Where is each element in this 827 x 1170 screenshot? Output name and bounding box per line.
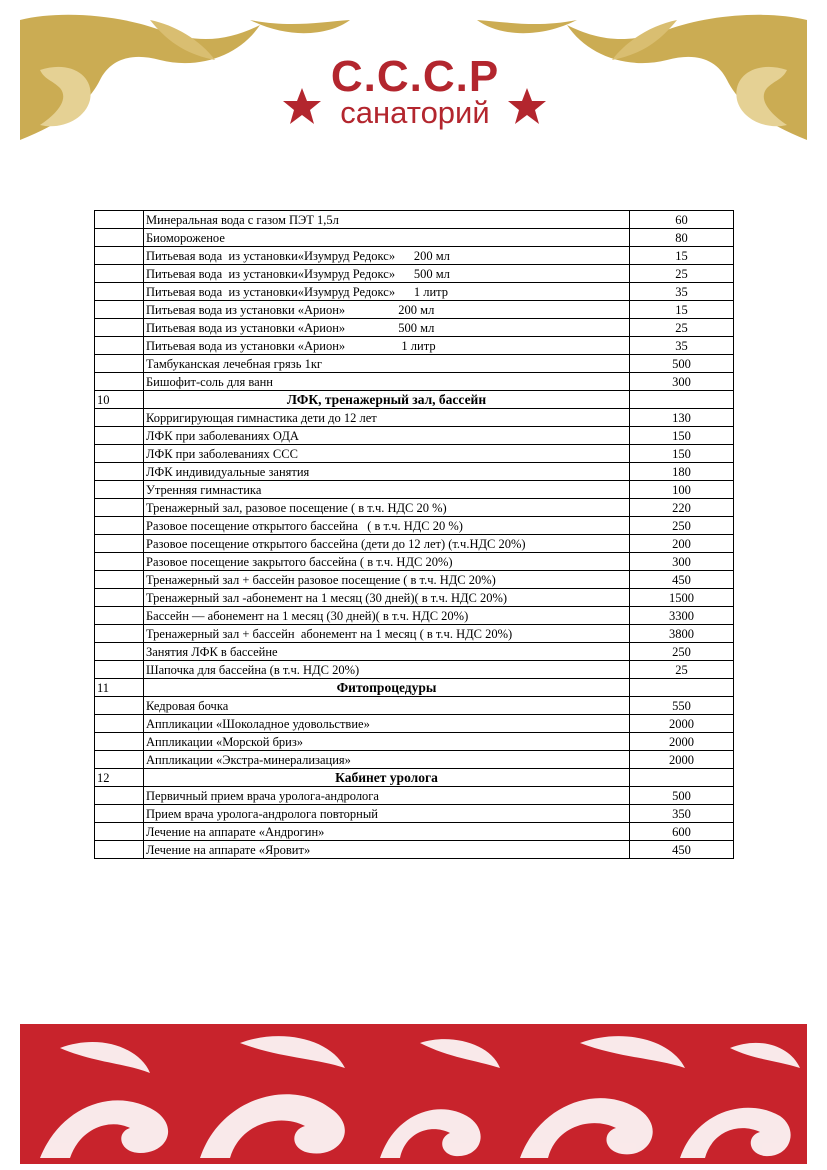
table-row	[95, 517, 734, 535]
row-number	[95, 553, 144, 571]
service-price: 300	[630, 553, 734, 571]
table-row	[95, 481, 734, 499]
row-number	[95, 499, 144, 517]
service-name: Лечение на аппарате «Яровит»	[144, 841, 630, 859]
service-name: Бассейн — абонемент на 1 месяц (30 дней)( в т.ч. НДС 20%)	[144, 607, 630, 625]
service-name: Кедровая бочка	[144, 697, 630, 715]
table-row	[95, 787, 734, 805]
service-name: Корригирующая гимнастика дети до 12 лет	[144, 409, 630, 427]
table-row	[95, 445, 734, 463]
service-price: 250	[630, 643, 734, 661]
service-name: ЛФК индивидуальные занятия	[144, 463, 630, 481]
service-price: 350	[630, 805, 734, 823]
service-price: 3300	[630, 607, 734, 625]
service-price: 80	[630, 229, 734, 247]
table-row	[95, 229, 734, 247]
service-price: 15	[630, 301, 734, 319]
service-price: 500	[630, 355, 734, 373]
service-name: Аппликации «Морской бриз»	[144, 733, 630, 751]
price-table	[94, 210, 734, 859]
service-price: 250	[630, 517, 734, 535]
row-number	[95, 643, 144, 661]
row-number	[95, 715, 144, 733]
service-price: 180	[630, 463, 734, 481]
table-row	[95, 715, 734, 733]
row-number	[95, 607, 144, 625]
table-row	[95, 247, 734, 265]
section-title: Фитопроцедуры	[144, 679, 630, 697]
service-price: 1500	[630, 589, 734, 607]
service-name: Аппликации «Шоколадное удовольствие»	[144, 715, 630, 733]
table-row	[95, 661, 734, 679]
row-number	[95, 823, 144, 841]
table-row	[95, 841, 734, 859]
service-price: 220	[630, 499, 734, 517]
row-number	[95, 517, 144, 535]
row-number	[95, 481, 144, 499]
row-number	[95, 409, 144, 427]
row-number	[95, 697, 144, 715]
table-row	[95, 337, 734, 355]
service-price: 2000	[630, 733, 734, 751]
table-row	[95, 265, 734, 283]
row-number	[95, 301, 144, 319]
table-row	[95, 805, 734, 823]
section-row	[95, 769, 734, 787]
service-price	[630, 769, 734, 787]
table-row	[95, 301, 734, 319]
service-price: 2000	[630, 715, 734, 733]
table-row	[95, 427, 734, 445]
row-number	[95, 751, 144, 769]
table-row	[95, 355, 734, 373]
table-row	[95, 211, 734, 229]
service-price: 60	[630, 211, 734, 229]
service-price: 500	[630, 787, 734, 805]
service-name: ЛФК при заболеваниях ССС	[144, 445, 630, 463]
table-row	[95, 373, 734, 391]
row-number	[95, 535, 144, 553]
service-name: Утренняя гимнастика	[144, 481, 630, 499]
row-number	[95, 229, 144, 247]
service-name: Питьевая вода из установки «Арион» 1 литр	[144, 337, 630, 355]
service-price: 25	[630, 319, 734, 337]
service-name: Питьевая вода из установки «Арион» 200 мл	[144, 301, 630, 319]
table-row	[95, 823, 734, 841]
service-price: 550	[630, 697, 734, 715]
service-name: Лечение на аппарате «Андрогин»	[144, 823, 630, 841]
service-name: ЛФК при заболеваниях ОДА	[144, 427, 630, 445]
service-name: Минеральная вода с газом ПЭТ 1,5л	[144, 211, 630, 229]
row-number	[95, 787, 144, 805]
brand-subtitle: санаторий	[340, 95, 490, 130]
service-name: Питьевая вода из установки«Изумруд Редокс» 500 мл	[144, 265, 630, 283]
service-name: Тамбуканская лечебная грязь 1кг	[144, 355, 630, 373]
table-row	[95, 553, 734, 571]
service-price: 450	[630, 571, 734, 589]
row-number	[95, 589, 144, 607]
table-row	[95, 607, 734, 625]
section-row	[95, 391, 734, 409]
row-number	[95, 319, 144, 337]
row-number	[95, 463, 144, 481]
row-number	[95, 373, 144, 391]
service-name: Шапочка для бассейна (в т.ч. НДС 20%)	[144, 661, 630, 679]
table-row	[95, 535, 734, 553]
row-number: 10	[95, 391, 144, 409]
section-title: Кабинет уролога	[144, 769, 630, 787]
table-row	[95, 409, 734, 427]
service-name: Прием врача уролога-андролога повторный	[144, 805, 630, 823]
row-number	[95, 805, 144, 823]
footer-ornament	[0, 1018, 827, 1170]
service-name: Бишофит-соль для ванн	[144, 373, 630, 391]
service-name: Разовое посещение открытого бассейна (дети до 12 лет) (т.ч.НДС 20%)	[144, 535, 630, 553]
service-price	[630, 679, 734, 697]
service-name: Разовое посещение открытого бассейна ( в т.ч. НДС 20 %)	[144, 517, 630, 535]
service-name: Питьевая вода из установки «Арион» 500 мл	[144, 319, 630, 337]
table-row	[95, 499, 734, 517]
row-number	[95, 427, 144, 445]
table-row	[95, 571, 734, 589]
table-row	[95, 625, 734, 643]
table-row	[95, 697, 734, 715]
service-price: 25	[630, 661, 734, 679]
row-number	[95, 337, 144, 355]
service-name: Тренажерный зал + бассейн разовое посещение ( в т.ч. НДС 20%)	[144, 571, 630, 589]
service-price: 200	[630, 535, 734, 553]
service-name: Биомороженое	[144, 229, 630, 247]
service-price	[630, 391, 734, 409]
section-title: ЛФК, тренажерный зал, бассейн	[144, 391, 630, 409]
section-row	[95, 679, 734, 697]
brand-title: С.С.С.Р	[330, 52, 500, 101]
service-price: 300	[630, 373, 734, 391]
service-name: Тренажерный зал -абонемент на 1 месяц (30 дней)( в т.ч. НДС 20%)	[144, 589, 630, 607]
service-name: Первичный прием врача уролога-андролога	[144, 787, 630, 805]
table-row	[95, 751, 734, 769]
service-name: Питьевая вода из установки«Изумруд Редокс» 1 литр	[144, 283, 630, 301]
service-price: 2000	[630, 751, 734, 769]
row-number	[95, 211, 144, 229]
service-name: Занятия ЛФК в бассейне	[144, 643, 630, 661]
service-price: 35	[630, 283, 734, 301]
star-icon	[507, 86, 547, 126]
service-price: 450	[630, 841, 734, 859]
table-row	[95, 283, 734, 301]
table-row	[95, 463, 734, 481]
service-price: 25	[630, 265, 734, 283]
table-row	[95, 733, 734, 751]
service-price: 150	[630, 445, 734, 463]
table-row	[95, 643, 734, 661]
service-price: 130	[630, 409, 734, 427]
service-name: Тренажерный зал + бассейн абонемент на 1 месяц ( в т.ч. НДС 20%)	[144, 625, 630, 643]
row-number	[95, 265, 144, 283]
service-price: 3800	[630, 625, 734, 643]
row-number	[95, 625, 144, 643]
service-price: 15	[630, 247, 734, 265]
service-price: 150	[630, 427, 734, 445]
row-number	[95, 733, 144, 751]
row-number: 11	[95, 679, 144, 697]
row-number	[95, 283, 144, 301]
table-row	[95, 319, 734, 337]
row-number	[95, 661, 144, 679]
table-row	[95, 589, 734, 607]
service-price: 100	[630, 481, 734, 499]
service-name: Питьевая вода из установки«Изумруд Редокс» 200 мл	[144, 247, 630, 265]
row-number	[95, 445, 144, 463]
service-price: 35	[630, 337, 734, 355]
service-name: Разовое посещение закрытого бассейна ( в т.ч. НДС 20%)	[144, 553, 630, 571]
row-number: 12	[95, 769, 144, 787]
service-price: 600	[630, 823, 734, 841]
service-name: Аппликации «Экстра-минерализация»	[144, 751, 630, 769]
row-number	[95, 571, 144, 589]
row-number	[95, 355, 144, 373]
star-icon	[282, 86, 322, 126]
row-number	[95, 247, 144, 265]
service-name: Тренажерный зал, разовое посещение ( в т.ч. НДС 20 %)	[144, 499, 630, 517]
row-number	[95, 841, 144, 859]
